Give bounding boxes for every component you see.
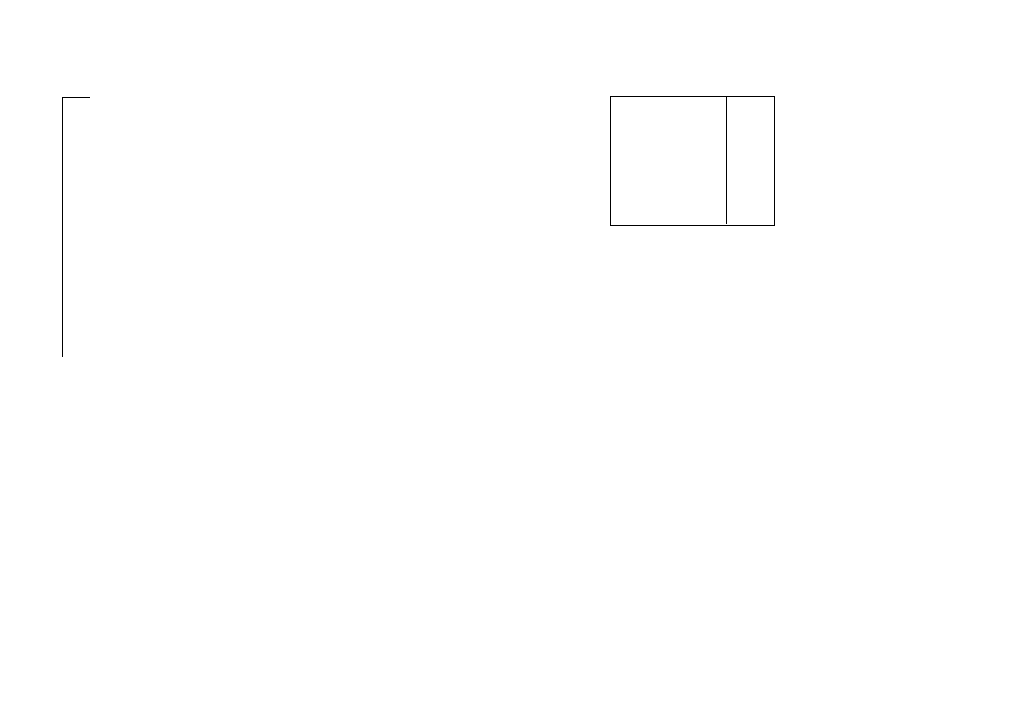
divider bbox=[726, 96, 727, 224]
specialty bbox=[284, 343, 290, 355]
announcement-box bbox=[610, 96, 775, 226]
divider bbox=[62, 97, 90, 98]
agency-info bbox=[90, 98, 148, 110]
divider bbox=[62, 97, 63, 357]
